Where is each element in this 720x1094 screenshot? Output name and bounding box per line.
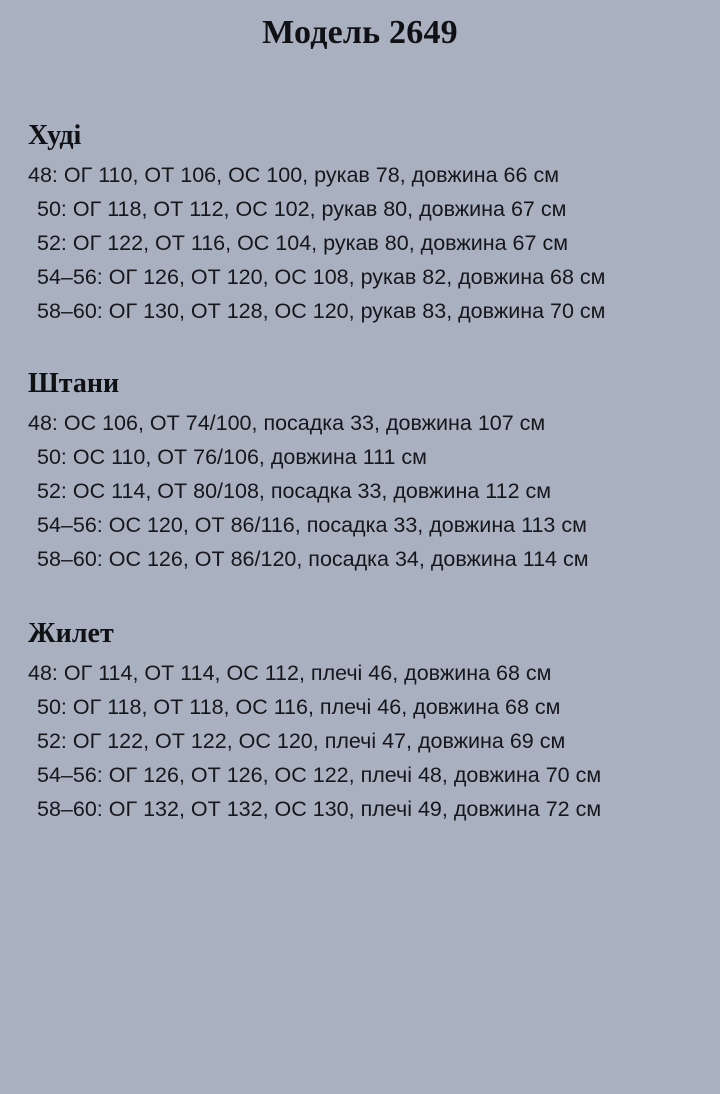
measurement-row: 58–60: ОГ 130, ОТ 128, ОС 120, рукав 83, довжина 70 см	[37, 299, 606, 323]
section-vest	[0, 618, 720, 826]
measurement-row: 52: ОС 114, ОТ 80/108, посадка 33, довжина 112 см	[37, 479, 552, 503]
measurement-row: 54–56: ОГ 126, ОТ 126, ОС 122, плечі 48, довжина 70 см	[37, 763, 602, 787]
measurement-row: 48: ОС 106, ОТ 74/100, посадка 33, довжина 107 см	[28, 411, 546, 435]
measurement-row: 52: ОГ 122, ОТ 122, ОС 120, плечі 47, довжина 69 см	[37, 729, 566, 753]
section-pants	[0, 368, 720, 576]
measurement-row: 52: ОГ 122, ОТ 116, ОС 104, рукав 80, довжина 67 см	[37, 231, 568, 255]
section-heading-hoodie: Худі	[28, 120, 82, 151]
section-heading-pants: Штани	[28, 368, 120, 399]
measurement-row: 58–60: ОГ 132, ОТ 132, ОС 130, плечі 49, довжина 72 см	[37, 797, 602, 821]
measurement-row: 58–60: ОС 126, ОТ 86/120, посадка 34, довжина 114 см	[37, 547, 589, 571]
section-hoodie	[0, 120, 720, 328]
section-heading-vest: Жилет	[28, 618, 114, 649]
measurement-row: 48: ОГ 110, ОТ 106, ОС 100, рукав 78, довжина 66 см	[28, 163, 559, 187]
measurement-list-pants	[28, 406, 706, 576]
measurement-row: 50: ОГ 118, ОТ 118, ОС 116, плечі 46, довжина 68 см	[37, 695, 561, 719]
measurement-row: 54–56: ОС 120, ОТ 86/116, посадка 33, довжина 113 см	[37, 513, 587, 537]
measurement-row: 50: ОС 110, ОТ 76/106, довжина 111 см	[37, 445, 427, 469]
measurement-list-vest	[28, 656, 706, 826]
measurement-row: 50: ОГ 118, ОТ 112, ОС 102, рукав 80, довжина 67 см	[37, 197, 567, 221]
measurement-list-hoodie	[28, 158, 706, 328]
page-title: Модель 2649	[262, 14, 458, 51]
size-chart-page	[0, 14, 720, 1094]
measurement-row: 54–56: ОГ 126, ОТ 120, ОС 108, рукав 82, довжина 68 см	[37, 265, 606, 289]
measurement-row: 48: ОГ 114, ОТ 114, ОС 112, плечі 46, довжина 68 см	[28, 661, 552, 685]
